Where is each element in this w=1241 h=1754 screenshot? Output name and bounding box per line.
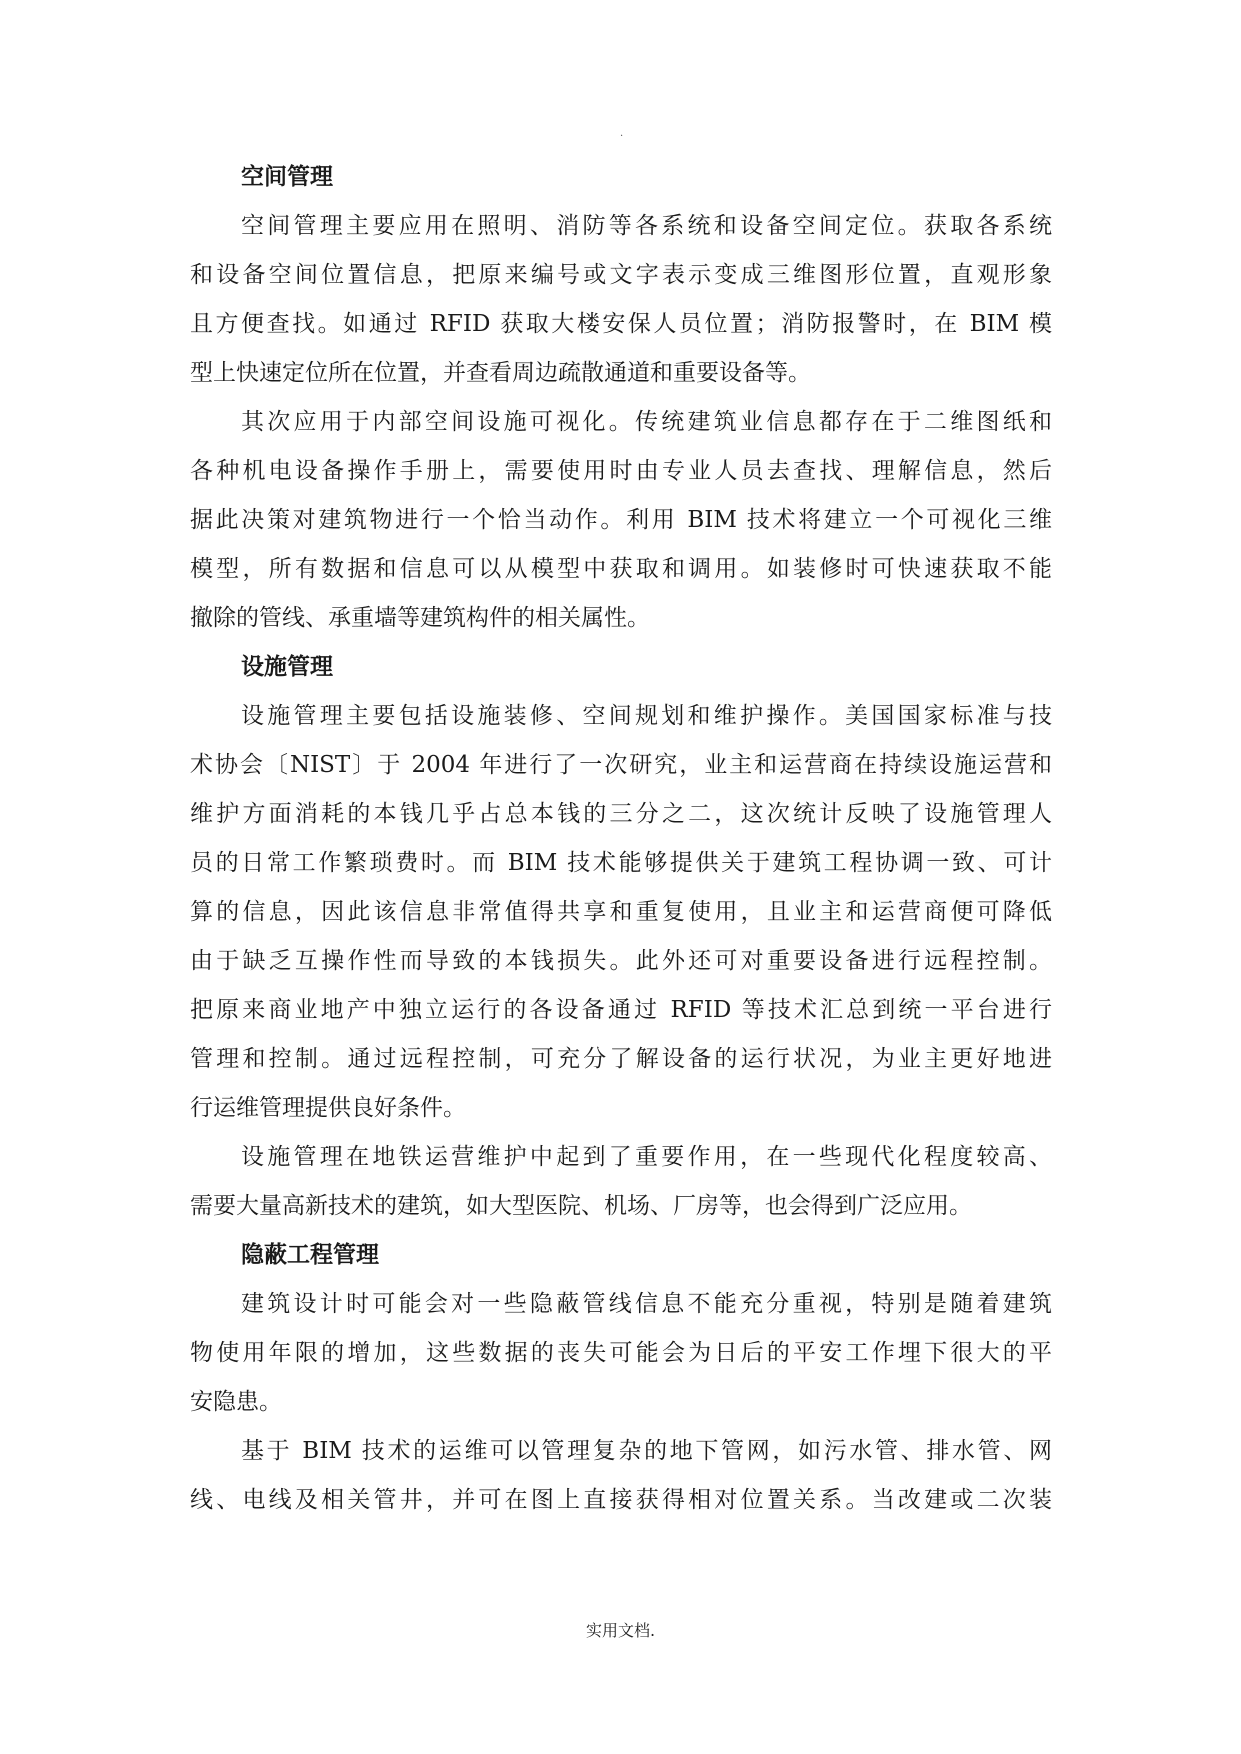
- paragraph: [190, 1280, 1052, 1427]
- text-line: 空间管理主要应用在照明、消防等各系统和设备空间定位。获取各系统: [241, 213, 1052, 239]
- text-line: 把原来商业地产中独立运行的各设备通过 RFID 等技术汇总到统一平台进行: [190, 997, 1052, 1023]
- section-heading: 隐蔽工程管理: [241, 1242, 379, 1268]
- text-line: 需要大量高新技术的建筑，如大型医院、机场、厂房等，也会得到广泛应用。: [190, 1193, 972, 1219]
- text-line: 由于缺乏互操作性而导致的本钱损失。此外还可对重要设备进行远程控制。: [190, 948, 1052, 974]
- text-line: 基于 BIM 技术的运维可以管理复杂的地下管网，如污水管、排水管、网: [241, 1438, 1052, 1464]
- text-line: 型上快速定位所在位置，并查看周边疏散通道和重要设备等。: [190, 360, 811, 386]
- header-mark: .: [620, 128, 624, 139]
- text-line: 维护方面消耗的本钱几乎占总本钱的三分之二，这次统计反映了设施管理人: [190, 801, 1052, 827]
- page-footer: 实用文档.: [585, 1621, 656, 1640]
- text-line: 术协会〔NIST〕于 2004 年进行了一次研究，业主和运营商在持续设施运营和: [190, 752, 1052, 778]
- text-line: 模型，所有数据和信息可以从模型中获取和调用。如装修时可快速获取不能: [190, 556, 1052, 582]
- paragraph: [190, 1133, 1052, 1231]
- text-line: 员的日常工作繁琐费时。而 BIM 技术能够提供关于建筑工程协调一致、可计: [190, 850, 1052, 876]
- paragraph: [190, 398, 1052, 643]
- text-line: 算的信息，因此该信息非常值得共享和重复使用，且业主和运营商便可降低: [190, 899, 1052, 925]
- text-line: 据此决策对建筑物进行一个恰当动作。利用 BIM 技术将建立一个可视化三维: [190, 507, 1052, 533]
- section-heading: 设施管理: [241, 654, 333, 680]
- text-line: 物使用年限的增加，这些数据的丧失可能会为日后的平安工作埋下很大的平: [190, 1340, 1052, 1366]
- text-line: 行运维管理提供良好条件。: [190, 1095, 466, 1121]
- text-line: 设施管理在地铁运营维护中起到了重要作用，在一些现代化程度较高、: [241, 1144, 1052, 1170]
- text-line: 和设备空间位置信息，把原来编号或文字表示变成三维图形位置，直观形象: [190, 262, 1052, 288]
- text-line: 线、电线及相关管井，并可在图上直接获得相对位置关系。当改建或二次装: [190, 1487, 1052, 1513]
- paragraph: [190, 1427, 1052, 1525]
- text-line: 建筑设计时可能会对一些隐蔽管线信息不能充分重视，特别是随着建筑: [241, 1291, 1052, 1317]
- text-line: 各种机电设备操作手册上，需要使用时由专业人员去查找、理解信息，然后: [190, 458, 1052, 484]
- section-heading: 空间管理: [241, 164, 333, 190]
- paragraph: [190, 692, 1052, 1133]
- text-line: 安隐患。: [190, 1389, 282, 1415]
- text-line: 且方便查找。如通过 RFID 获取大楼安保人员位置；消防报警时，在 BIM 模: [190, 311, 1052, 337]
- text-line: 设施管理主要包括设施装修、空间规划和维护操作。美国国家标准与技: [241, 703, 1052, 729]
- text-line: 其次应用于内部空间设施可视化。传统建筑业信息都存在于二维图纸和: [241, 409, 1052, 435]
- text-line: 撤除的管线、承重墙等建筑构件的相关属性。: [190, 605, 650, 631]
- text-line: 管理和控制。通过远程控制，可充分了解设备的运行状况，为业主更好地进: [190, 1046, 1052, 1072]
- document-body: [190, 153, 1052, 1525]
- paragraph: [190, 202, 1052, 398]
